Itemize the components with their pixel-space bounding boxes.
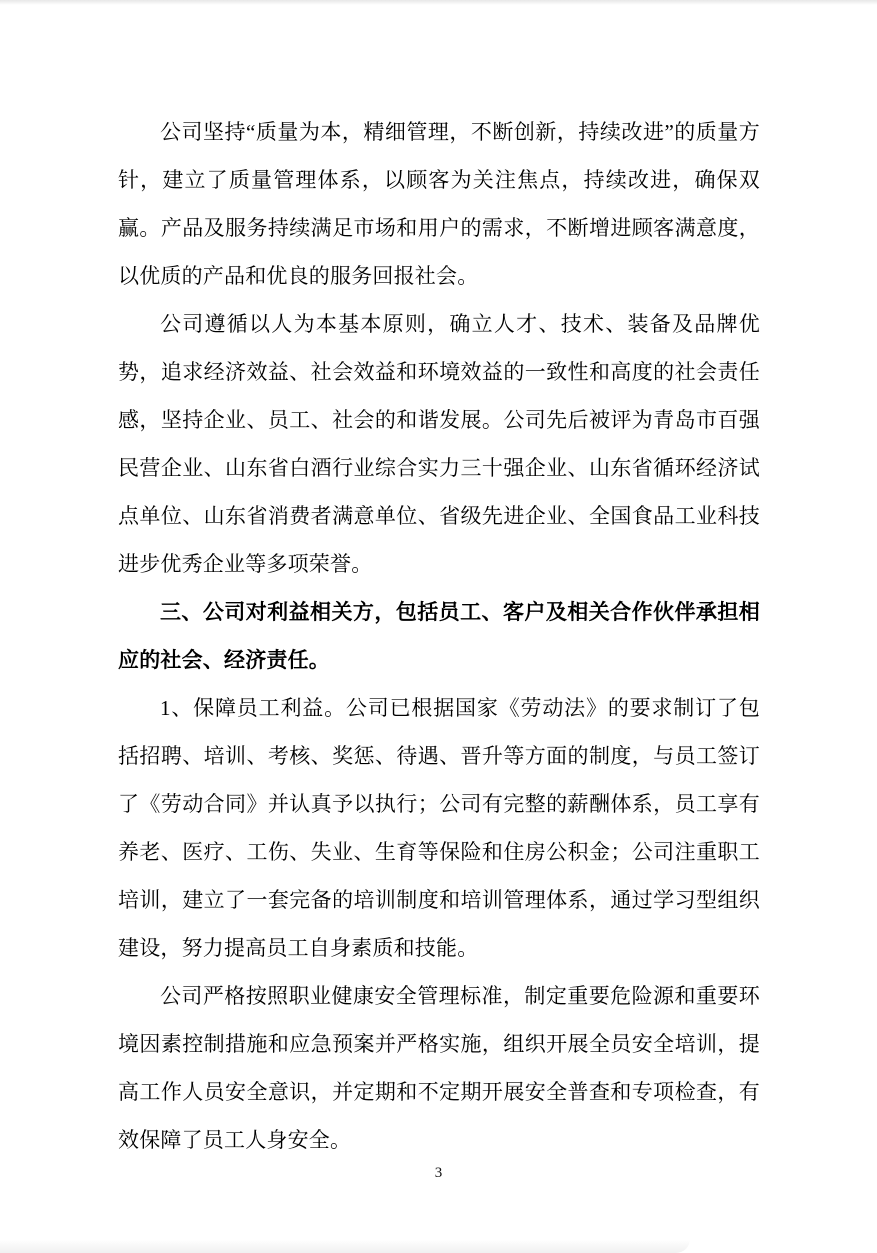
section-heading-stakeholder-responsibility: 三、公司对利益相关方，包括员工、客户及相关合作伙伴承担相应的社会、经济责任。: [118, 600, 760, 672]
page-number: 3: [434, 1165, 443, 1181]
page-footer: [0, 1160, 877, 1186]
page-bottom-shadow: [0, 1237, 690, 1253]
document-content: [118, 108, 760, 1164]
paragraph-employee-benefits: 1、保障员工利益。公司已根据国家《劳动法》的要求制订了包括招聘、培训、考核、奖惩、待遇、晋升等方面的制度，与员工签订了《劳动合同》并认真予以执行；公司有完整的薪酬体系，员工享有养老、医疗、工伤、失业、生育等保险和住房公积金；公司注重职工培训，建立了一套完备的培训制度和培训管理体系，通过学习型组织建设，努力提高员工自身素质和技能。: [118, 696, 760, 960]
paragraph-occupational-safety: 公司严格按照职业健康安全管理标准，制定重要危险源和重要环境因素控制措施和应急预案并严格实施，组织开展全员安全培训，提高工作人员安全意识，并定期和不定期开展安全普查和专项检查，有效保障了员工人身安全。: [118, 984, 760, 1152]
paragraph-quality-policy: 公司坚持“质量为本，精细管理，不断创新，持续改进”的质量方针，建立了质量管理体系，以顾客为关注焦点，持续改进，确保双赢。产品及服务持续满足市场和用户的需求，不断增进顾客满意度，以优质的产品和优良的服务回报社会。: [118, 120, 760, 288]
paragraph-people-principle-honors: 公司遵循以人为本基本原则，确立人才、技术、装备及品牌优势，追求经济效益、社会效益和环境效益的一致性和高度的社会责任感，坚持企业、员工、社会的和谐发展。公司先后被评为青岛市百强民营企业、山东省白酒行业综合实力三十强企业、山东省循环经济试点单位、山东省消费者满意单位、省级先进企业、全国食品工业科技进步优秀企业等多项荣誉。: [118, 312, 760, 576]
page-top-edge: [0, 0, 877, 5]
